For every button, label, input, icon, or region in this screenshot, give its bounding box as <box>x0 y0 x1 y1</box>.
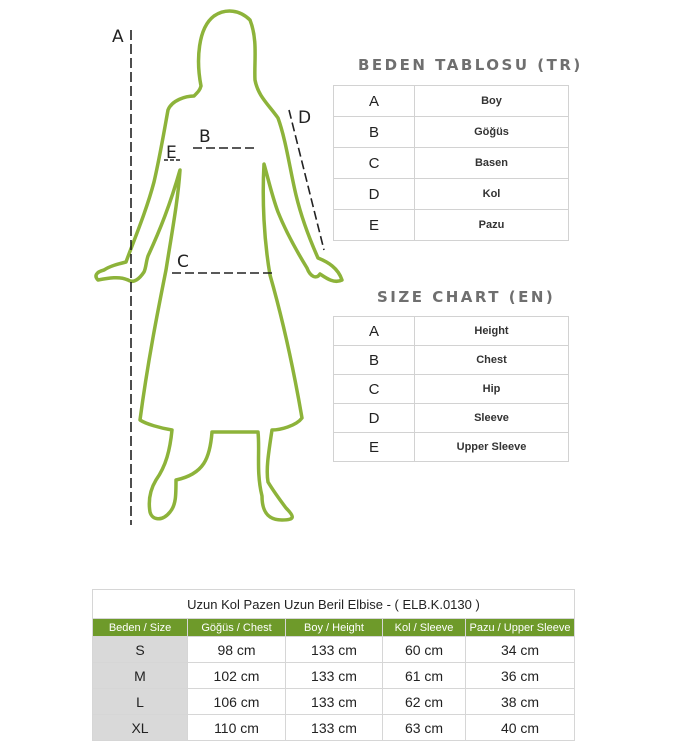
tr-value: Basen <box>415 148 569 179</box>
chest-cell: 106 cm <box>188 689 286 715</box>
table-row <box>93 689 575 715</box>
height-cell: 133 cm <box>286 689 383 715</box>
en-value: Height <box>415 317 569 346</box>
size-table <box>92 589 575 741</box>
column-header-size: Beden / Size <box>93 619 188 637</box>
tr-key: C <box>334 148 415 179</box>
tr-key: E <box>334 210 415 241</box>
chest-cell: 102 cm <box>188 663 286 689</box>
size-cell: L <box>93 689 188 715</box>
tr-row <box>334 210 569 241</box>
height-cell: 133 cm <box>286 637 383 663</box>
en-row <box>334 375 569 404</box>
sleeve-cell: 60 cm <box>383 637 466 663</box>
tr-key: A <box>334 86 415 117</box>
dress-silhouette <box>96 11 342 520</box>
en-key: A <box>334 317 415 346</box>
sleeve-cell: 61 cm <box>383 663 466 689</box>
column-header-height: Boy / Height <box>286 619 383 637</box>
en-value: Chest <box>415 346 569 375</box>
height-cell: 133 cm <box>286 663 383 689</box>
label-d: D <box>298 108 312 128</box>
en-value: Sleeve <box>415 404 569 433</box>
size-cell: XL <box>93 715 188 741</box>
size-cell: S <box>93 637 188 663</box>
tr-row <box>334 148 569 179</box>
en-row <box>334 433 569 462</box>
column-header-chest: Göğüs / Chest <box>188 619 286 637</box>
en-value: Hip <box>415 375 569 404</box>
label-a: A <box>112 27 124 47</box>
en-key: E <box>334 433 415 462</box>
upper-sleeve-cell: 40 cm <box>466 715 575 741</box>
upper-sleeve-cell: 38 cm <box>466 689 575 715</box>
tr-key: D <box>334 179 415 210</box>
chest-cell: 98 cm <box>188 637 286 663</box>
label-c: C <box>177 252 189 272</box>
column-header-upper-sleeve: Pazu / Upper Sleeve <box>466 619 575 637</box>
height-cell: 133 cm <box>286 715 383 741</box>
sleeve-cell: 62 cm <box>383 689 466 715</box>
column-header-sleeve: Kol / Sleeve <box>383 619 466 637</box>
sleeve-cell: 63 cm <box>383 715 466 741</box>
en-value: Upper Sleeve <box>415 433 569 462</box>
size-table-header <box>93 619 575 637</box>
label-b: B <box>199 127 211 147</box>
en-row <box>334 404 569 433</box>
label-e: E <box>166 143 177 163</box>
tr-row <box>334 117 569 148</box>
tr-chart-heading: BEDEN TABLOSU (TR) <box>358 56 583 74</box>
en-key: B <box>334 346 415 375</box>
tr-value: Göğüs <box>415 117 569 148</box>
en-key: C <box>334 375 415 404</box>
tr-value: Pazu <box>415 210 569 241</box>
upper-sleeve-cell: 34 cm <box>466 637 575 663</box>
tr-row <box>334 179 569 210</box>
table-row <box>93 663 575 689</box>
tr-row <box>334 86 569 117</box>
chest-cell: 110 cm <box>188 715 286 741</box>
size-table-title: Uzun Kol Pazen Uzun Beril Elbise - ( ELB.K.0130 ) <box>93 590 575 619</box>
dress-figure <box>0 0 345 540</box>
tr-chart-table <box>333 85 569 241</box>
table-row <box>93 715 575 741</box>
tr-value: Kol <box>415 179 569 210</box>
size-cell: M <box>93 663 188 689</box>
tr-value: Boy <box>415 86 569 117</box>
en-chart-heading: SIZE CHART (EN) <box>377 288 556 306</box>
upper-sleeve-cell: 36 cm <box>466 663 575 689</box>
en-key: D <box>334 404 415 433</box>
en-row <box>334 346 569 375</box>
tr-key: B <box>334 117 415 148</box>
en-row <box>334 317 569 346</box>
table-row <box>93 637 575 663</box>
en-chart-table <box>333 316 569 462</box>
